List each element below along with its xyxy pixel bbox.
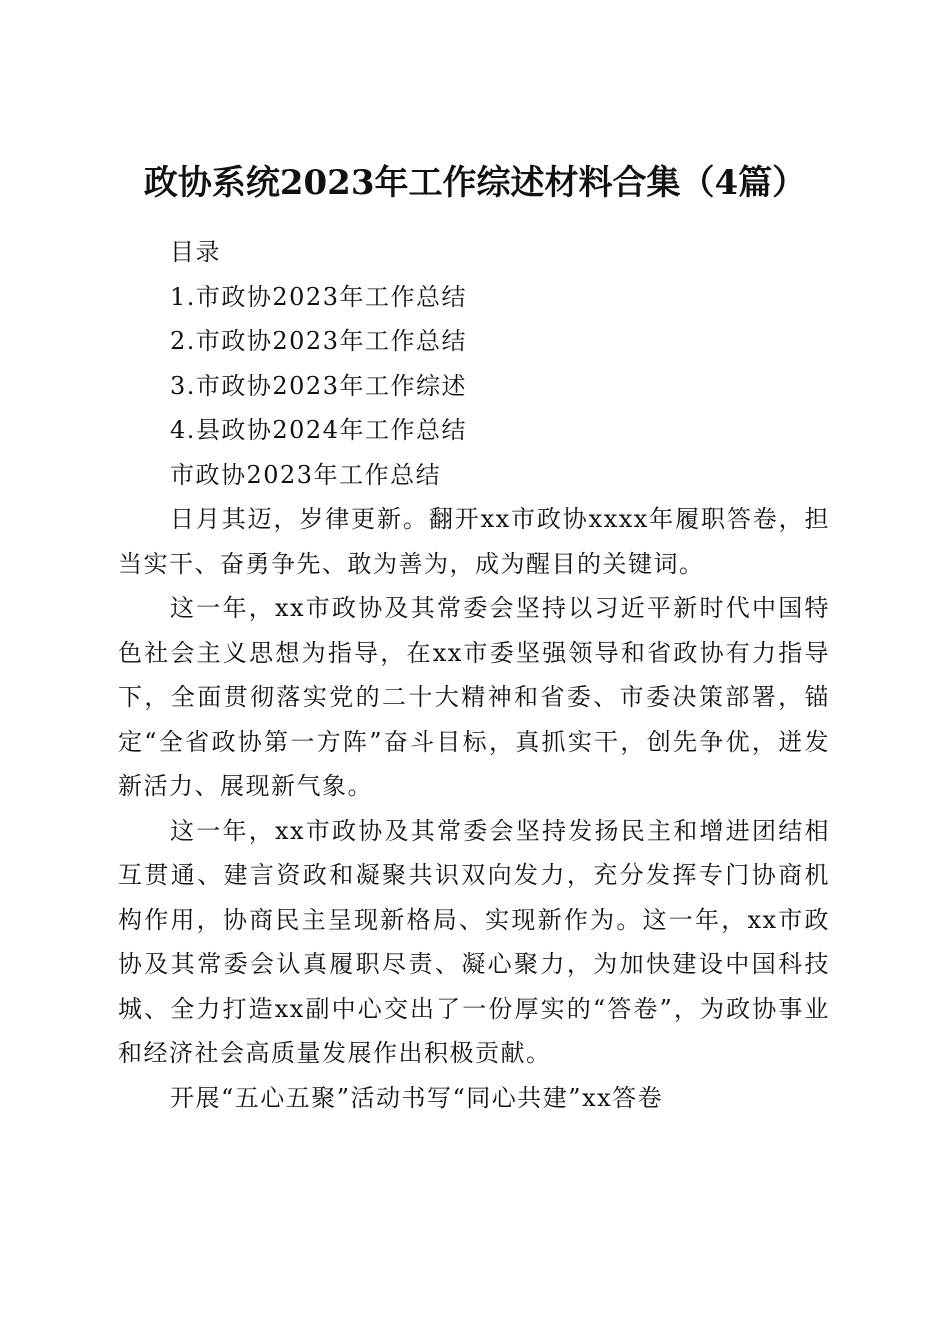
toc-item: 3.市政协2023年工作综述 bbox=[170, 371, 467, 400]
document-title: 政协系统2023年工作综述材料合集（4篇） bbox=[143, 162, 807, 203]
toc-heading: 目录 bbox=[170, 238, 221, 266]
section-subheading: 开展“五心五聚”活动书写“同心共建”xx答卷 bbox=[170, 1083, 664, 1112]
toc-item: 2.市政协2023年工作总结 bbox=[170, 327, 467, 355]
toc-item: 4.县政协2024年工作总结 bbox=[170, 416, 467, 444]
body-paragraph: 日月其迈，岁律更新。翻开xx市政协xxxx年履职答卷，担当实干、奋勇争先、敢为善为，成为醒目的关键词。 bbox=[118, 505, 830, 578]
toc-item: 1.市政协2023年工作总结 bbox=[170, 282, 467, 311]
section-title: 市政协2023年工作总结 bbox=[170, 460, 442, 489]
document-body bbox=[118, 230, 830, 1120]
body-paragraph: 这一年，xx市政协及其常委会坚持发扬民主和增进团结相互贯通、建言资政和凝聚共识双向发力，充分发挥专门协商机构作用，协商民主呈现新格局、实现新作为。这一年，xx市政协及其常委会认真履职尽责、凝心聚力，为加快建设中国科技城、全力打造xx副中心交出了一份厚实的“答卷”，为政协事业和经济社会高质量发展作出积极贡献。 bbox=[118, 816, 830, 1067]
body-paragraph: 这一年，xx市政协及其常委会坚持以习近平新时代中国特色社会主义思想为指导，在xx市委坚强领导和省政协有力指导下，全面贯彻落实党的二十大精神和省委、市委决策部署，锚定“全省政协第一方阵”奋斗目标，真抓实干，创先争优，迸发新活力、展现新气象。 bbox=[118, 594, 830, 800]
